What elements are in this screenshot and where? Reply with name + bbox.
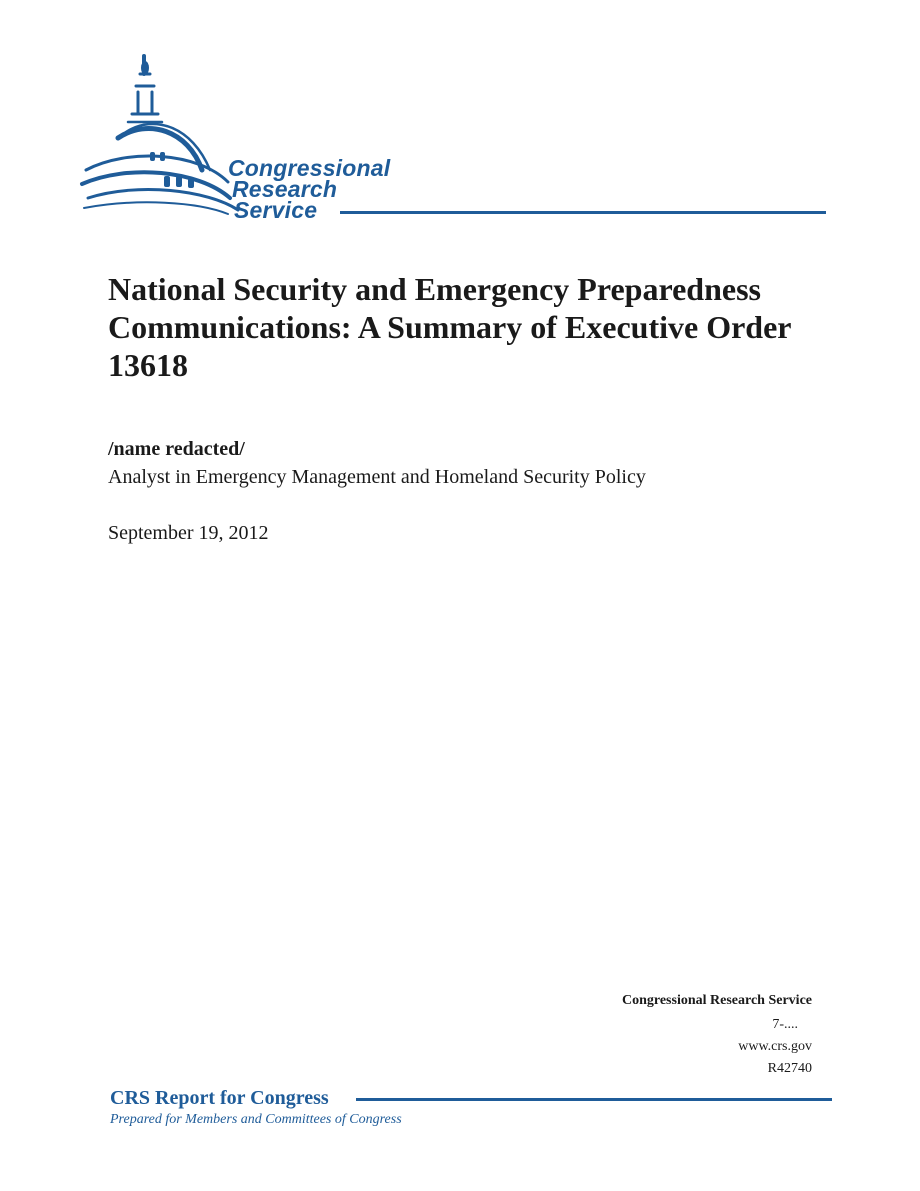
- author-role: Analyst in Emergency Management and Homeland Security Policy: [108, 466, 646, 488]
- crs-logo: [78, 52, 838, 227]
- report-date: September 19, 2012: [108, 522, 269, 544]
- crs-org-name: Congressional Research Service: [621, 993, 812, 1008]
- crs-number: 7-....: [772, 1017, 798, 1032]
- crs-report-id: R42740: [767, 1061, 812, 1076]
- logo-word-research: Research: [232, 176, 338, 202]
- report-title-heading: National Security and Emergency Preparedness Communications: A Summary of Executive Order 13618: [108, 271, 791, 383]
- footer-subtitle: Prepared for Members and Committees of Congress: [110, 1112, 402, 1127]
- author-name: /name redacted/: [108, 438, 245, 460]
- footer-rule: [356, 1098, 832, 1101]
- crs-website: www.crs.gov: [738, 1039, 812, 1054]
- footer-report-title: CRS Report for Congress: [110, 1087, 329, 1109]
- logo-word-congressional: Congressional: [228, 155, 391, 181]
- logo-rule: [340, 211, 826, 214]
- logo-word-service: Service: [234, 197, 318, 223]
- crs-info-block: [622, 990, 812, 1080]
